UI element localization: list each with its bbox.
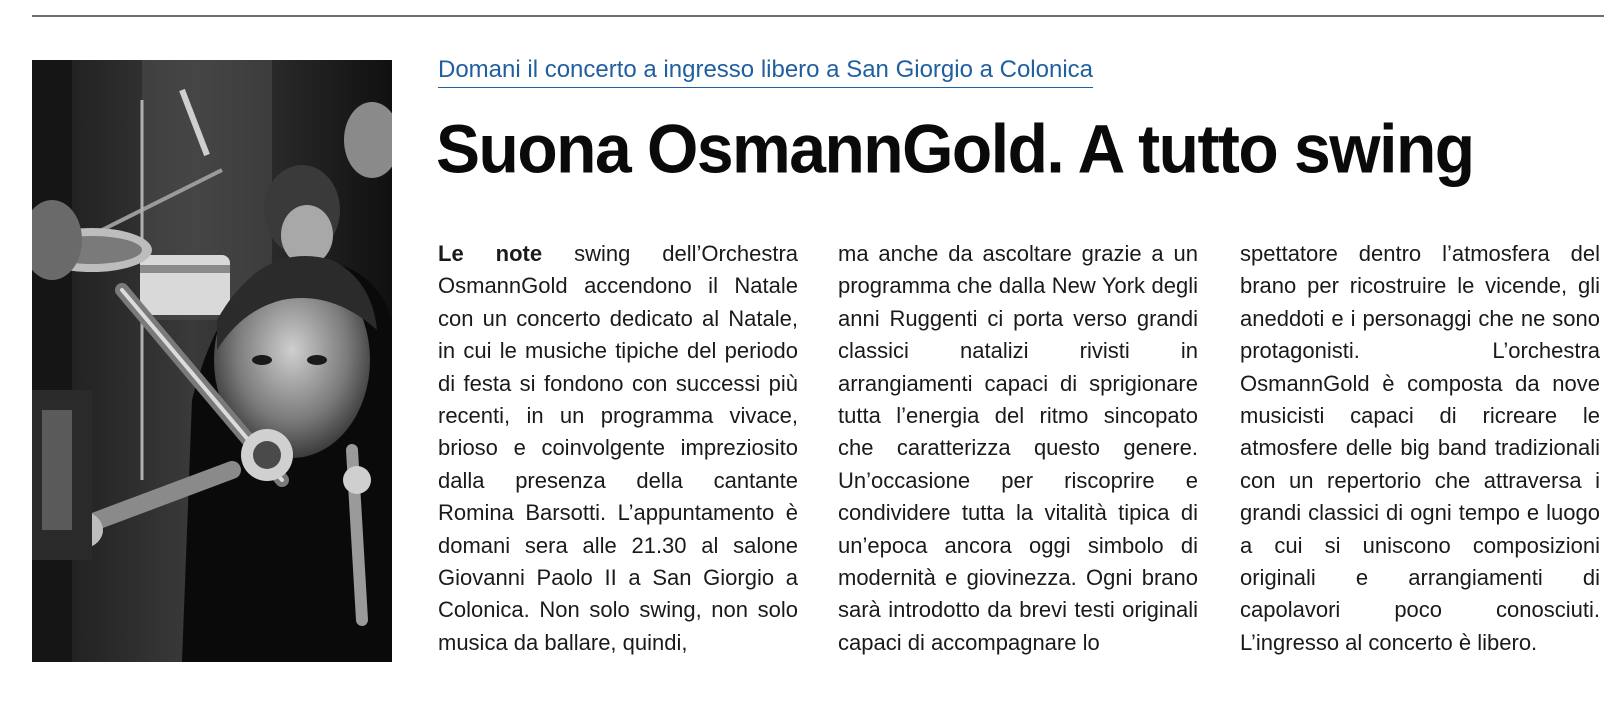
article-column-3: spettatore dentro l’atmosfera del brano per ricostruire le vicende, gli aneddoti e i personaggi che ne sono protagonisti. L’orchestra OsmannGold è composta da nove musicisti capaci di ricreare le atmosfere delle big band tradizionali con un repertorio che attraversa i grandi classici di ogni tempo e luogo a cui si uniscono composizioni originali e arrangiamenti di capolavori poco conosciuti. L’ingresso al concerto è libero. <box>1240 241 1600 655</box>
article-column-2: ma anche da ascoltare grazie a un programma che dalla New York degli anni Ruggenti ci porta verso grandi classici natalizi rivisti in arrangiamenti capaci di sprigionare tutta l’energia del ritmo sincopato che caratterizza questo genere. Un’occasione per riscoprire e condividere tutta la vitalità tipica di un’epoca ancora oggi simbolo di modernità e giovinezza. Ogni brano sarà introdotto da brevi testi originali capaci di accompagnare lo <box>838 241 1198 655</box>
article-column-1 <box>438 238 798 659</box>
column-1-text: swing dell’Orchestra OsmannGold accendono il Natale con un concerto dedicato al Natale, in cui le musiche tipiche del periodo di festa si fondono con successi più recenti, in un programma vivace, brioso e coinvolgente impreziosito dalla presenza della cantante Romina Barsotti. L’appuntamento è domani sera alle 21.30 al salone Giovanni Paolo II a San Giorgio a Colonica. Non solo swing, non solo musica da ballare, quindi, <box>438 241 798 655</box>
lead-in: Le note <box>438 241 543 266</box>
band-photo-illustration <box>32 60 392 662</box>
article-headline: Suona OsmannGold. A tutto swing <box>436 109 1474 187</box>
article-photo <box>32 60 392 662</box>
top-divider <box>32 15 1604 17</box>
article-kicker: Domani il concerto a ingresso libero a San Giorgio a Colonica <box>438 56 1093 88</box>
